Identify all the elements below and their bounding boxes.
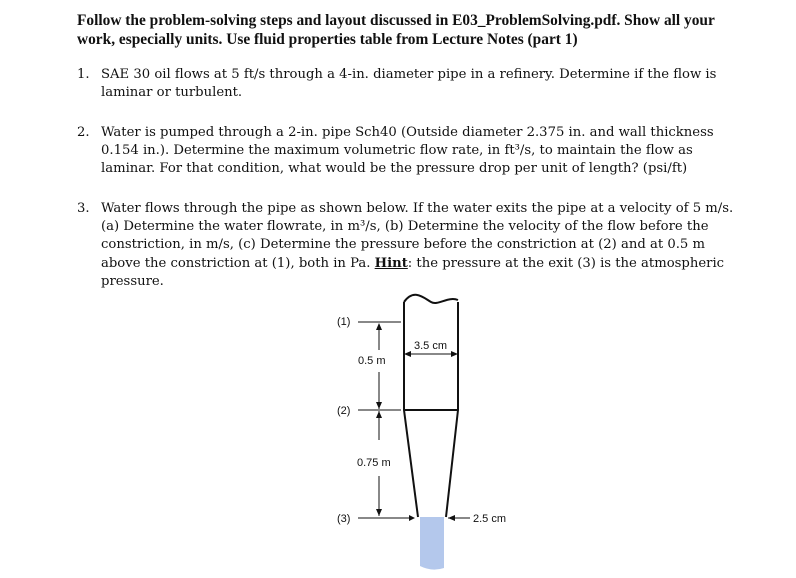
arrow-head [451,351,458,357]
problem-line: constriction, in m/s, (c) Determine the pressure before the constriction at (2) and at 0.5 m [101,237,705,253]
point-2-label: (2) [337,405,351,417]
arrow-head [404,351,411,357]
arrow-head [376,323,382,330]
problem-number: 1. [77,67,90,82]
problem-line: Water flows through the pipe as shown below. If the water exits the pipe at a velocity of 5 m/s. [101,201,734,216]
problem-number: 2. [77,125,90,140]
dim-upper-label: 0.5 m [358,355,386,367]
problem-line: Water is pumped through a 2-in. pipe Sch40 (Outside diameter 2.375 in. and wall thickness [101,125,714,140]
dim-lower-label: 0.75 m [357,457,391,469]
problem-line: laminar or turbulent. [101,85,243,101]
problem-line: (a) Determine the water flowrate, in m³/s, (b) Determine the velocity of the flow before the [101,219,709,235]
dia-top-label: 3.5 cm [414,340,448,352]
hint-label: Hint [374,255,408,271]
point-3-label: (3) [337,513,351,525]
problem-line: 0.154 in.). Determine the maximum volumetric flow rate, in ft³/s, to maintain the flow as [101,143,693,159]
problem-line: pressure. [101,273,164,289]
arrow-head [376,402,382,409]
hint-text: : the pressure at the exit (3) is the atmospheric [407,255,725,271]
point-1-label: (1) [337,316,351,328]
arrow-head [376,509,382,516]
problem-line: laminar. For that condition, what would be the pressure drop per unit of length? (psi/ft) [101,161,688,177]
instructions-line-2: work, especially units. Use fluid properties table from Lecture Notes (part 1) [77,31,578,48]
problem-line-start: above the constriction at (1), both in Pa. [101,255,371,271]
arrow-head [448,515,455,521]
water-stream [420,517,444,570]
dia-exit-label: 2.5 cm [473,513,507,525]
arrow-head [376,411,382,418]
instructions-line-1: Follow the problem-solving steps and layout discussed in E03_ProblemSolving.pdf. Show all your [77,12,715,29]
pipe-break-line [404,295,458,303]
problem-line: SAE 30 oil flows at 5 ft/s through a 4-in. diameter pipe in a refinery. Determine if the flow is [101,67,717,82]
problem-number: 3. [77,201,90,216]
